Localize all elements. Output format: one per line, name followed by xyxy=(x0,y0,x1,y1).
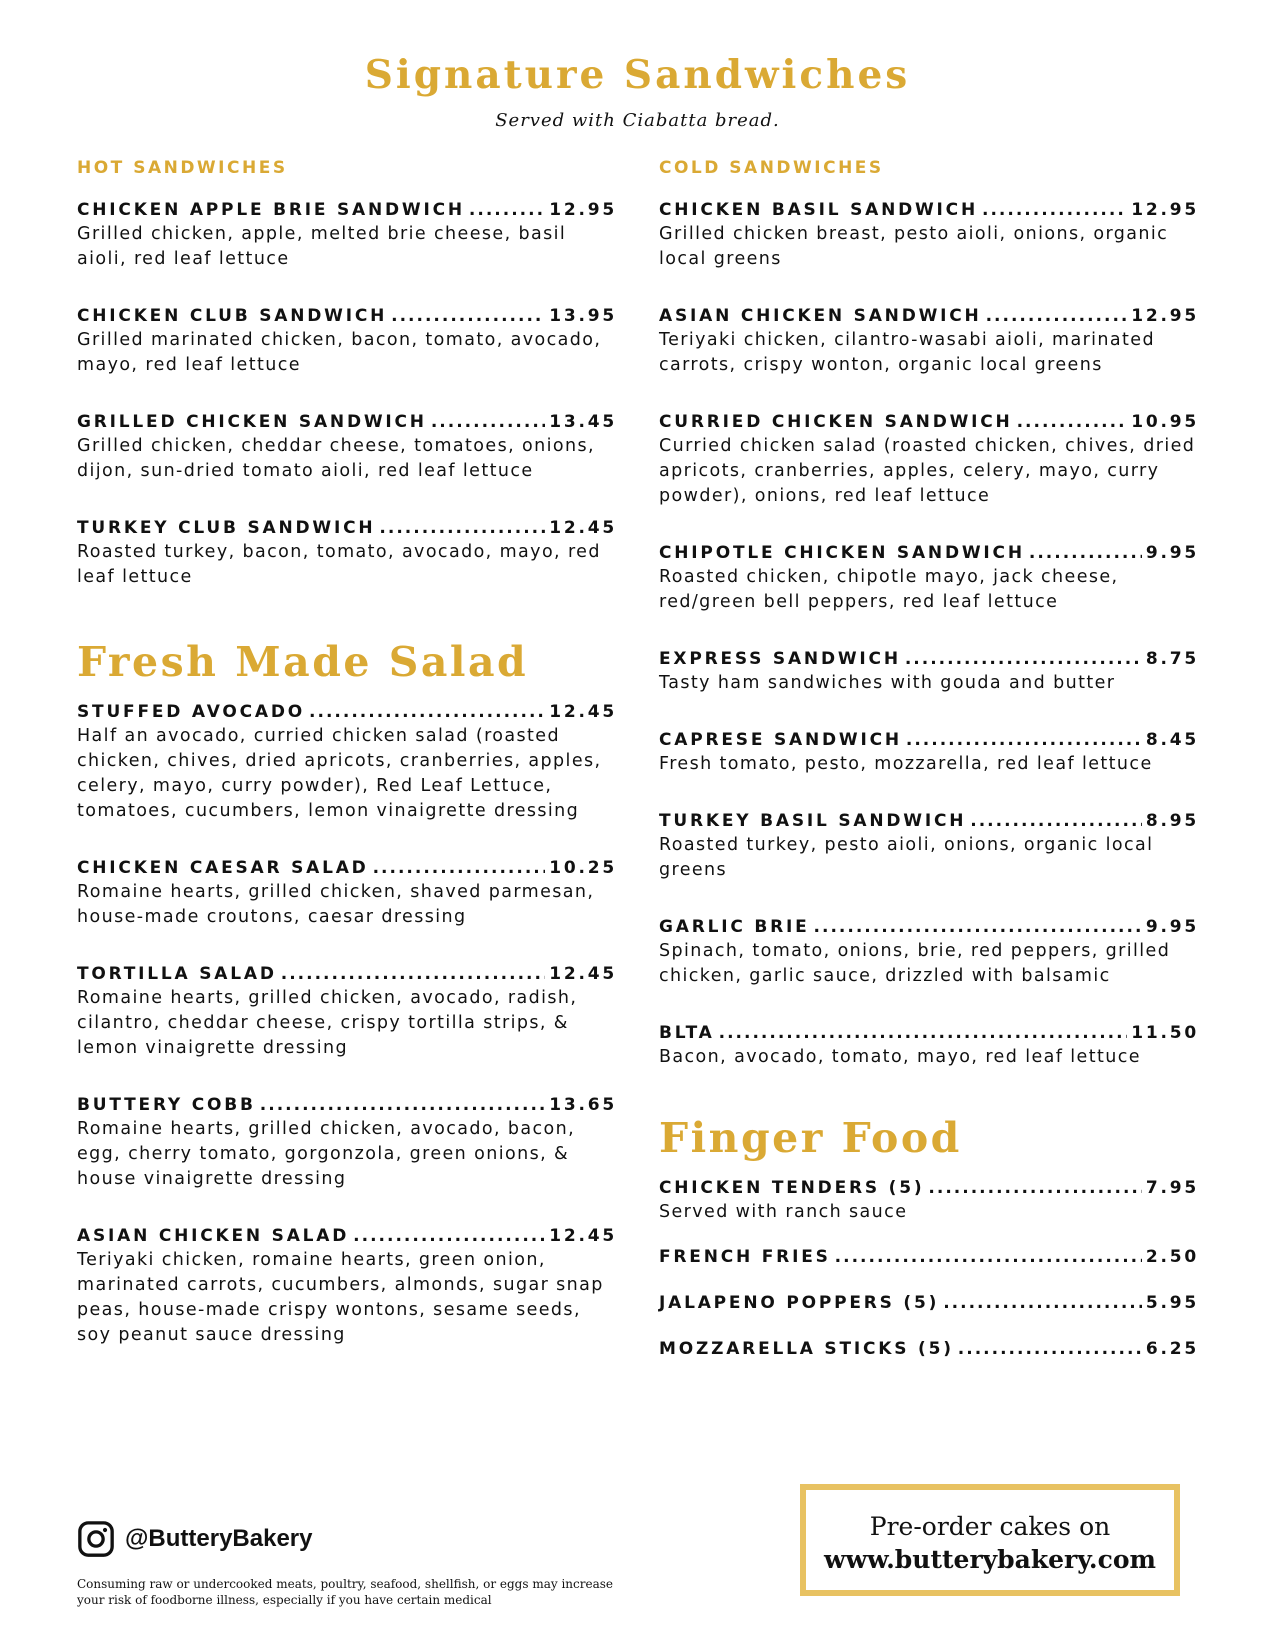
item-name: ASIAN CHICKEN SALAD xyxy=(77,1226,350,1246)
item-name: FRENCH FRIES xyxy=(659,1247,831,1267)
item-name: CHICKEN BASIL SANDWICH xyxy=(659,200,978,220)
menu-item xyxy=(77,1224,617,1348)
item-price: 12.45 xyxy=(549,518,617,538)
salad-heading: Fresh Made Salad xyxy=(77,638,529,686)
item-name: CAPRESE SANDWICH xyxy=(659,730,902,750)
item-description: Grilled marinated chicken, bacon, tomato, avocado, mayo, red leaf lettuce xyxy=(77,330,602,375)
finger-food-heading: Finger Food xyxy=(659,1114,962,1162)
leader-dots xyxy=(353,1224,545,1248)
food-safety-disclaimer: Consuming raw or undercooked meats, poultry, seafood, shellfish, or eggs may increase your risk of foodborne illness, especially if you have certain medical xyxy=(77,1577,613,1607)
item-name: BUTTERY COBB xyxy=(77,1095,256,1115)
menu-item xyxy=(77,410,617,484)
item-price: 12.95 xyxy=(1131,306,1199,326)
item-name: CHIPOTLE CHICKEN SANDWICH xyxy=(659,543,1025,563)
item-name: ASIAN CHICKEN SANDWICH xyxy=(659,306,982,326)
item-description: Roasted chicken, chipotle mayo, jack cheese, red/green bell peppers, red leaf lettuce xyxy=(659,567,1119,612)
item-price: 9.95 xyxy=(1145,917,1199,937)
item-price: 7.95 xyxy=(1145,1178,1199,1198)
item-price: 13.95 xyxy=(549,306,617,326)
menu-item xyxy=(659,915,1199,989)
item-price: 8.45 xyxy=(1145,730,1199,750)
item-description: Romaine hearts, grilled chicken, shaved parmesan, house-made croutons, caesar dressing xyxy=(77,882,595,927)
menu-item xyxy=(77,304,617,378)
item-price: 6.25 xyxy=(1145,1339,1199,1359)
item-name: CURRIED CHICKEN SANDWICH xyxy=(659,412,1013,432)
leader-dots xyxy=(379,516,545,540)
item-description: Spinach, tomato, onions, brie, red peppers, grilled chicken, garlic sauce, drizzled with balsamic xyxy=(659,941,1171,986)
menu-item xyxy=(659,809,1199,883)
item-price: 5.95 xyxy=(1145,1293,1199,1313)
item-price: 13.45 xyxy=(549,412,617,432)
menu-item xyxy=(659,728,1199,777)
item-description: Romaine hearts, grilled chicken, avocado, bacon, egg, cherry tomato, gorgonzola, green onions, & house vinaigrette dressing xyxy=(77,1119,576,1189)
leader-dots xyxy=(391,304,545,328)
item-description: Grilled chicken breast, pesto aioli, onions, organic local greens xyxy=(659,224,1169,269)
menu-item xyxy=(659,198,1199,272)
leader-dots xyxy=(373,856,546,880)
item-price: 10.95 xyxy=(1131,412,1199,432)
website-link[interactable]: www.butterybakery.com xyxy=(824,1545,1156,1574)
item-description: Teriyaki chicken, romaine hearts, green onion, marinated carrots, cucumbers, almonds, sugar snap peas, house-made crispy wontons, sesame seeds, soy peanut sauce dressing xyxy=(77,1250,604,1345)
menu-item xyxy=(77,700,617,824)
menu-item xyxy=(659,647,1199,696)
leader-dots xyxy=(970,809,1142,833)
menu-item xyxy=(77,962,617,1061)
leader-dots xyxy=(958,1337,1142,1361)
social-handle[interactable] xyxy=(77,1520,312,1558)
item-description: Bacon, avocado, tomato, mayo, red leaf lettuce xyxy=(659,1047,1141,1067)
leader-dots xyxy=(982,198,1127,222)
leader-dots xyxy=(281,962,545,986)
item-description: Grilled chicken, apple, melted brie cheese, basil aioli, red leaf lettuce xyxy=(77,224,567,269)
leader-dots xyxy=(309,700,545,724)
leader-dots xyxy=(943,1291,1142,1315)
item-price: 9.95 xyxy=(1145,543,1199,563)
item-price: 10.25 xyxy=(549,858,617,878)
item-name: GRILLED CHICKEN SANDWICH xyxy=(77,412,427,432)
page-subtitle: Served with Ciabatta bread. xyxy=(495,110,780,131)
instagram-icon xyxy=(77,1520,115,1558)
item-name: BLTA xyxy=(659,1023,715,1043)
leader-dots xyxy=(1029,541,1142,565)
leader-dots xyxy=(260,1093,545,1117)
leader-dots xyxy=(928,1176,1141,1200)
leader-dots xyxy=(905,647,1142,671)
item-description: Roasted turkey, bacon, tomato, avocado, mayo, red leaf lettuce xyxy=(77,542,601,587)
preorder-cakes-box xyxy=(800,1484,1180,1596)
item-description: Grilled chicken, cheddar cheese, tomatoes, onions, dijon, sun-dried tomato aioli, red leaf lettuce xyxy=(77,436,595,481)
item-description: Served with ranch sauce xyxy=(659,1202,908,1222)
item-price: 12.45 xyxy=(549,964,617,984)
item-name: JALAPENO POPPERS (5) xyxy=(659,1293,940,1313)
leader-dots xyxy=(719,1021,1128,1045)
leader-dots xyxy=(1017,410,1128,434)
item-price: 12.95 xyxy=(549,200,617,220)
right-column xyxy=(659,158,1199,1361)
item-price: 2.50 xyxy=(1145,1247,1199,1267)
menu-item xyxy=(659,1021,1199,1070)
item-description: Curried chicken salad (roasted chicken, chives, dried apricots, cranberries, apples, celery, mayo, curry powder), onions, red leaf lettuce xyxy=(659,436,1196,506)
leader-dots xyxy=(986,304,1128,328)
item-description: Romaine hearts, grilled chicken, avocado, radish, cilantro, cheddar cheese, crispy tortilla strips, & lemon vinaigrette dressing xyxy=(77,988,578,1058)
leader-dots xyxy=(814,915,1142,939)
item-name: GARLIC BRIE xyxy=(659,917,810,937)
item-name: MOZZARELLA STICKS (5) xyxy=(659,1339,954,1359)
cold-sandwiches-heading: COLD SANDWICHES xyxy=(659,158,884,178)
item-price: 13.65 xyxy=(549,1095,617,1115)
item-name: TURKEY BASIL SANDWICH xyxy=(659,811,967,831)
item-name: EXPRESS SANDWICH xyxy=(659,649,901,669)
item-description: Teriyaki chicken, cilantro-wasabi aioli, marinated carrots, crispy wonton, organic local greens xyxy=(659,330,1155,375)
item-price: 12.45 xyxy=(549,1226,617,1246)
leader-dots xyxy=(469,198,545,222)
page-title: Signature Sandwiches xyxy=(364,52,911,98)
item-price: 11.50 xyxy=(1131,1023,1199,1043)
menu-item xyxy=(659,1291,1199,1315)
item-name: CHICKEN CAESAR SALAD xyxy=(77,858,369,878)
menu-item xyxy=(77,1093,617,1192)
left-column xyxy=(77,158,617,1348)
item-price: 8.75 xyxy=(1145,649,1199,669)
leader-dots xyxy=(835,1245,1142,1269)
instagram-handle[interactable]: @ButteryBakery xyxy=(125,1525,313,1552)
hot-sandwiches-heading: HOT SANDWICHES xyxy=(77,158,288,178)
menu-item xyxy=(77,516,617,590)
menu-item xyxy=(77,856,617,930)
menu-item xyxy=(659,1176,1199,1225)
preorder-text: Pre-order cakes on xyxy=(869,1512,1111,1541)
item-name: TORTILLA SALAD xyxy=(77,964,277,984)
leader-dots xyxy=(431,410,545,434)
item-price: 8.95 xyxy=(1145,811,1199,831)
item-description: Half an avocado, curried chicken salad (roasted chicken, chives, dried apricots, cranberries, apples, celery, mayo, curry powder), Red Leaf Lettuce, tomatoes, cucumbers, lemon vinaigrette dressing xyxy=(77,726,602,821)
item-name: STUFFED AVOCADO xyxy=(77,702,306,722)
item-description: Fresh tomato, pesto, mozzarella, red leaf lettuce xyxy=(659,754,1153,774)
menu-item xyxy=(659,1337,1199,1361)
item-name: CHICKEN TENDERS (5) xyxy=(659,1178,925,1198)
item-price: 12.95 xyxy=(1131,200,1199,220)
leader-dots xyxy=(906,728,1142,752)
item-price: 12.45 xyxy=(549,702,617,722)
item-description: Roasted turkey, pesto aioli, onions, organic local greens xyxy=(659,835,1154,880)
item-description: Tasty ham sandwiches with gouda and butter xyxy=(659,673,1116,693)
item-name: CHICKEN APPLE BRIE SANDWICH xyxy=(77,200,465,220)
menu-item xyxy=(659,541,1199,615)
item-name: CHICKEN CLUB SANDWICH xyxy=(77,306,388,326)
menu-item xyxy=(659,1245,1199,1269)
menu-item xyxy=(659,410,1199,509)
menu-item xyxy=(77,198,617,272)
item-name: TURKEY CLUB SANDWICH xyxy=(77,518,376,538)
menu-item xyxy=(659,304,1199,378)
